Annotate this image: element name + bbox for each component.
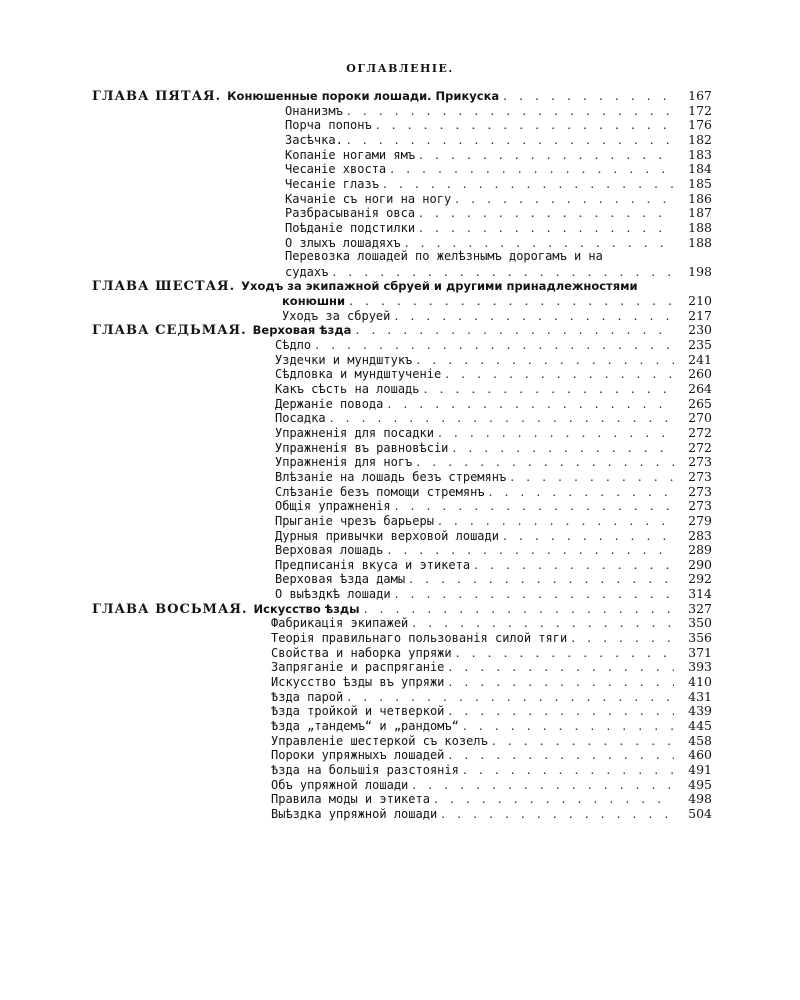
toc-entry — [285, 117, 712, 133]
entry-title: Свойства и наборка упряжи — [271, 645, 452, 660]
dot-leader — [387, 542, 674, 557]
entry-page: 273 — [688, 454, 712, 470]
chapter-title: Искусство ѣзды — [253, 601, 360, 616]
toc-entry — [285, 235, 712, 251]
entry-title: О злыхъ лошадяхъ — [285, 235, 401, 250]
entry-page: 187 — [688, 205, 712, 221]
entry-title: Ѣзда на большія разстоянія — [271, 762, 459, 777]
entry-page: 460 — [688, 747, 712, 763]
toc-entry — [271, 762, 712, 778]
dot-leader — [503, 528, 674, 543]
toc-entry — [275, 352, 712, 368]
entry-page: 172 — [688, 102, 712, 118]
entry-page: 270 — [688, 410, 712, 426]
entry-page: 272 — [688, 439, 712, 455]
entry-title: Верховая ѣзда дамы — [275, 572, 406, 587]
entry-page: 198 — [688, 263, 712, 279]
chapter-page: 327 — [688, 600, 712, 616]
chapter-number: ГЛАВА ВОСЬМАЯ. — [92, 601, 248, 617]
entry-page: 431 — [688, 688, 712, 704]
entry-title: О выѣздкѣ лошади — [275, 587, 391, 602]
entry-page: 217 — [688, 307, 712, 323]
chapter-heading — [92, 278, 712, 294]
toc-entry — [271, 659, 712, 675]
toc-entry — [285, 103, 712, 119]
entry-title: Ѣзда тройкой и четверкой — [271, 704, 445, 719]
dot-leader — [492, 733, 674, 748]
entry-page: 393 — [688, 659, 712, 675]
dot-leader — [416, 454, 674, 469]
entry-page: 350 — [688, 615, 712, 631]
entry-title: Выѣздка упряжной лошади — [271, 806, 438, 821]
toc-entry — [275, 557, 712, 573]
entry-page: 289 — [688, 542, 712, 558]
dot-leader — [332, 264, 674, 279]
dot-leader — [315, 337, 674, 352]
dot-leader — [448, 659, 674, 674]
entry-title: Дурныя привычки верховой лошади — [275, 528, 499, 543]
entry-page: 264 — [688, 381, 712, 396]
entry-title: Порча попонъ — [285, 118, 372, 133]
entry-title: Общія упражненія — [275, 499, 391, 514]
dot-leader — [438, 513, 674, 528]
dot-leader — [463, 762, 674, 777]
chapter-title-continued: конюшни — [282, 294, 346, 309]
entry-title: Какъ сѣсть на лошадь — [275, 382, 420, 396]
dot-leader — [510, 469, 674, 484]
toc-entry — [285, 264, 712, 280]
entry-page: 279 — [688, 512, 712, 528]
entry-title: Держаніе повода — [275, 396, 384, 411]
entry-page: 182 — [688, 131, 712, 147]
toc-entry — [271, 630, 712, 646]
entry-page: 235 — [688, 337, 712, 353]
toc-entry — [271, 703, 712, 719]
entry-page: 314 — [688, 586, 712, 602]
toc-entry — [275, 469, 712, 485]
chapter-heading — [92, 601, 712, 617]
dot-leader — [452, 440, 674, 455]
entry-page: 273 — [688, 498, 712, 514]
entry-page: 260 — [688, 366, 712, 382]
dot-leader — [448, 703, 674, 718]
entry-title: Упражненія для ногъ — [275, 455, 413, 470]
entry-page: 265 — [688, 395, 712, 411]
chapter-heading — [92, 322, 712, 338]
entry-title: Поѣданіе подстилки — [285, 220, 416, 235]
entry-title: Запряганіе и распряганіе — [271, 660, 445, 675]
dot-leader — [330, 410, 674, 425]
dot-leader — [390, 161, 674, 176]
entry-page: 188 — [688, 234, 712, 250]
toc-entry — [271, 689, 712, 705]
dot-leader — [347, 689, 674, 704]
toc-entry — [282, 308, 712, 324]
toc-entry — [285, 176, 712, 192]
entry-title: Упражненія въ равновѣсіи — [275, 440, 449, 455]
dot-leader — [349, 293, 674, 308]
chapter-number: ГЛАВА ПЯТАЯ. — [92, 89, 222, 104]
toc-entry — [271, 718, 712, 734]
toc-entry — [285, 191, 712, 207]
toc-entry — [271, 791, 712, 807]
dot-leader — [347, 103, 674, 118]
chapter-number: ГЛАВА ШЕСТАЯ. — [92, 279, 236, 295]
entry-title: Объ упряжной лошади — [271, 777, 409, 792]
toc-entry — [285, 205, 712, 221]
dot-leader — [395, 498, 674, 513]
entry-page: 491 — [688, 761, 712, 777]
dot-leader — [441, 806, 674, 821]
toc-entry — [275, 337, 712, 353]
toc-entry — [275, 425, 712, 441]
entry-title: Чесаніе хвоста — [285, 162, 387, 177]
entry-title: Чесаніе глазъ — [285, 176, 379, 191]
entry-title: Влѣзаніе на лошадь безъ стремянъ — [275, 469, 507, 484]
entry-page: 176 — [688, 117, 712, 133]
entry-page: 356 — [688, 630, 712, 646]
dot-leader — [445, 366, 674, 381]
entry-page: 188 — [688, 219, 712, 235]
chapter-label — [92, 278, 638, 294]
entry-title: Фабрикація экипажей — [271, 616, 409, 631]
entry-page: 504 — [688, 805, 712, 821]
chapter-label — [92, 322, 351, 338]
entry-page: 184 — [688, 161, 712, 177]
entry-title: судахъ — [285, 264, 329, 279]
dot-leader — [503, 88, 674, 103]
entry-title: Слѣзаніе безъ помощи стремянъ — [275, 484, 485, 499]
toc-entry — [275, 440, 712, 456]
chapter-page: 210 — [688, 293, 712, 309]
dot-leader — [395, 586, 674, 601]
toc-entry — [275, 366, 712, 382]
toc-entry — [275, 542, 712, 558]
dot-leader — [419, 147, 674, 162]
dot-leader — [448, 674, 674, 689]
toc-entry — [275, 484, 712, 500]
entry-page: 185 — [688, 175, 712, 191]
dot-leader — [455, 191, 674, 206]
entry-page: 273 — [688, 468, 712, 484]
entry-title: Искусство ѣзды въ упряжи — [271, 675, 445, 689]
entry-title: Качаніе съ ноги на ногу — [285, 191, 452, 206]
entry-title: Управленіе шестеркой съ козелъ — [271, 733, 488, 748]
chapter-page: 230 — [688, 322, 712, 338]
chapter-title: Верховая ѣзда — [252, 323, 352, 338]
dot-leader — [412, 777, 674, 792]
entry-page: 410 — [688, 674, 712, 689]
chapter-label — [92, 601, 360, 617]
entry-title: Ѣзда „тандемъ“ и „рандомъ“ — [271, 718, 459, 733]
dot-leader — [456, 645, 674, 660]
dot-leader — [376, 117, 674, 132]
dot-leader — [387, 396, 674, 411]
chapter-page: 167 — [688, 88, 712, 103]
chapter-heading — [92, 88, 712, 104]
dot-leader — [448, 747, 674, 762]
entry-title: Засѣчка. — [285, 132, 343, 147]
entry-page: 272 — [688, 424, 712, 440]
toc-entry — [271, 674, 712, 690]
toc-entry — [271, 777, 712, 793]
chapter-label — [92, 88, 499, 104]
dot-leader — [405, 235, 674, 250]
toc-entry — [285, 147, 712, 163]
dot-leader — [489, 484, 674, 499]
entry-title: Посадка — [275, 411, 326, 426]
entry-page: 439 — [688, 703, 712, 719]
dot-leader — [364, 601, 674, 616]
entry-title: Теорія правильнаго пользованія силой тяги — [271, 631, 568, 646]
entry-page: 292 — [688, 571, 712, 587]
dot-leader — [383, 176, 674, 191]
entry-title: Онанизмъ — [285, 103, 343, 118]
toc-entry — [275, 513, 712, 529]
entry-page: 371 — [688, 644, 712, 660]
toc-entry — [271, 747, 712, 763]
entry-title: Копаніе ногами ямъ — [285, 147, 416, 162]
toc-entry — [275, 498, 712, 514]
entry-title: Правила моды и этикета — [271, 792, 430, 807]
entry-title: Упражненія для посадки — [275, 425, 434, 440]
dot-leader — [394, 308, 674, 323]
entry-title: Перевозка лошадей по желѣзнымъ дорогамъ и на — [285, 249, 603, 264]
dot-leader — [571, 630, 674, 645]
dot-leader — [416, 352, 674, 367]
entry-title: Сѣдло — [275, 338, 312, 353]
toc-entry — [275, 396, 712, 412]
chapter-title: Уходъ за экипажной сбруей и другими принадлежностями — [241, 279, 638, 294]
toc-entry — [275, 528, 712, 544]
dot-leader — [347, 132, 674, 147]
chapter-title: Конюшенные пороки лошади. Прикуска — [227, 89, 500, 103]
chapter-number: ГЛАВА СЕДЬМАЯ. — [92, 323, 247, 339]
dot-leader — [463, 718, 674, 733]
entry-title: Ѣзда парой — [271, 689, 344, 704]
toc-entry — [271, 645, 712, 661]
entry-page: 183 — [688, 146, 712, 162]
dot-leader — [412, 615, 674, 630]
entry-page: 458 — [688, 732, 712, 748]
toc-entry — [271, 806, 712, 822]
entry-page: 186 — [688, 190, 712, 206]
entry-title: Верховая лошадь — [275, 543, 384, 558]
dot-leader — [424, 381, 675, 396]
entry-title: Прыганіе чрезъ барьеры — [275, 513, 434, 528]
toc-entry — [271, 615, 712, 631]
entry-page: 495 — [688, 776, 712, 792]
dot-leader — [419, 205, 674, 220]
entry-page: 290 — [688, 556, 712, 572]
entry-page: 241 — [688, 351, 712, 367]
page-title: ОГЛАВЛЕНІЕ. — [346, 62, 454, 75]
entry-title: Предписанія вкуса и этикета — [275, 557, 471, 572]
toc-entry — [285, 249, 712, 264]
dot-leader — [434, 791, 674, 806]
toc-entry — [285, 161, 712, 177]
toc-entry — [285, 220, 712, 236]
toc-entry — [275, 571, 712, 587]
toc-entry — [285, 132, 712, 148]
dot-leader — [474, 557, 674, 572]
toc-entry — [275, 454, 712, 470]
toc-entry — [275, 410, 712, 426]
toc-entry — [271, 733, 712, 749]
toc-entry — [275, 381, 712, 397]
entry-title: Разбрасыванія овса — [285, 206, 416, 221]
entry-title: Уздечки и мундштукъ — [275, 352, 413, 367]
entry-page: 445 — [688, 717, 712, 733]
dot-leader — [438, 425, 674, 440]
entry-page: 498 — [688, 791, 712, 807]
chapter-heading-continued — [282, 293, 712, 309]
entry-title: Пороки упряжныхъ лошадей — [271, 748, 445, 763]
dot-leader — [419, 220, 674, 235]
entry-page: 273 — [688, 483, 712, 499]
entry-page: 283 — [688, 527, 712, 543]
toc-entry — [275, 586, 712, 602]
dot-leader — [355, 322, 674, 337]
entry-title: Уходъ за сбруей — [282, 308, 391, 323]
entry-title: Сѣдловка и мундштученіе — [275, 367, 442, 382]
dot-leader — [409, 571, 674, 586]
